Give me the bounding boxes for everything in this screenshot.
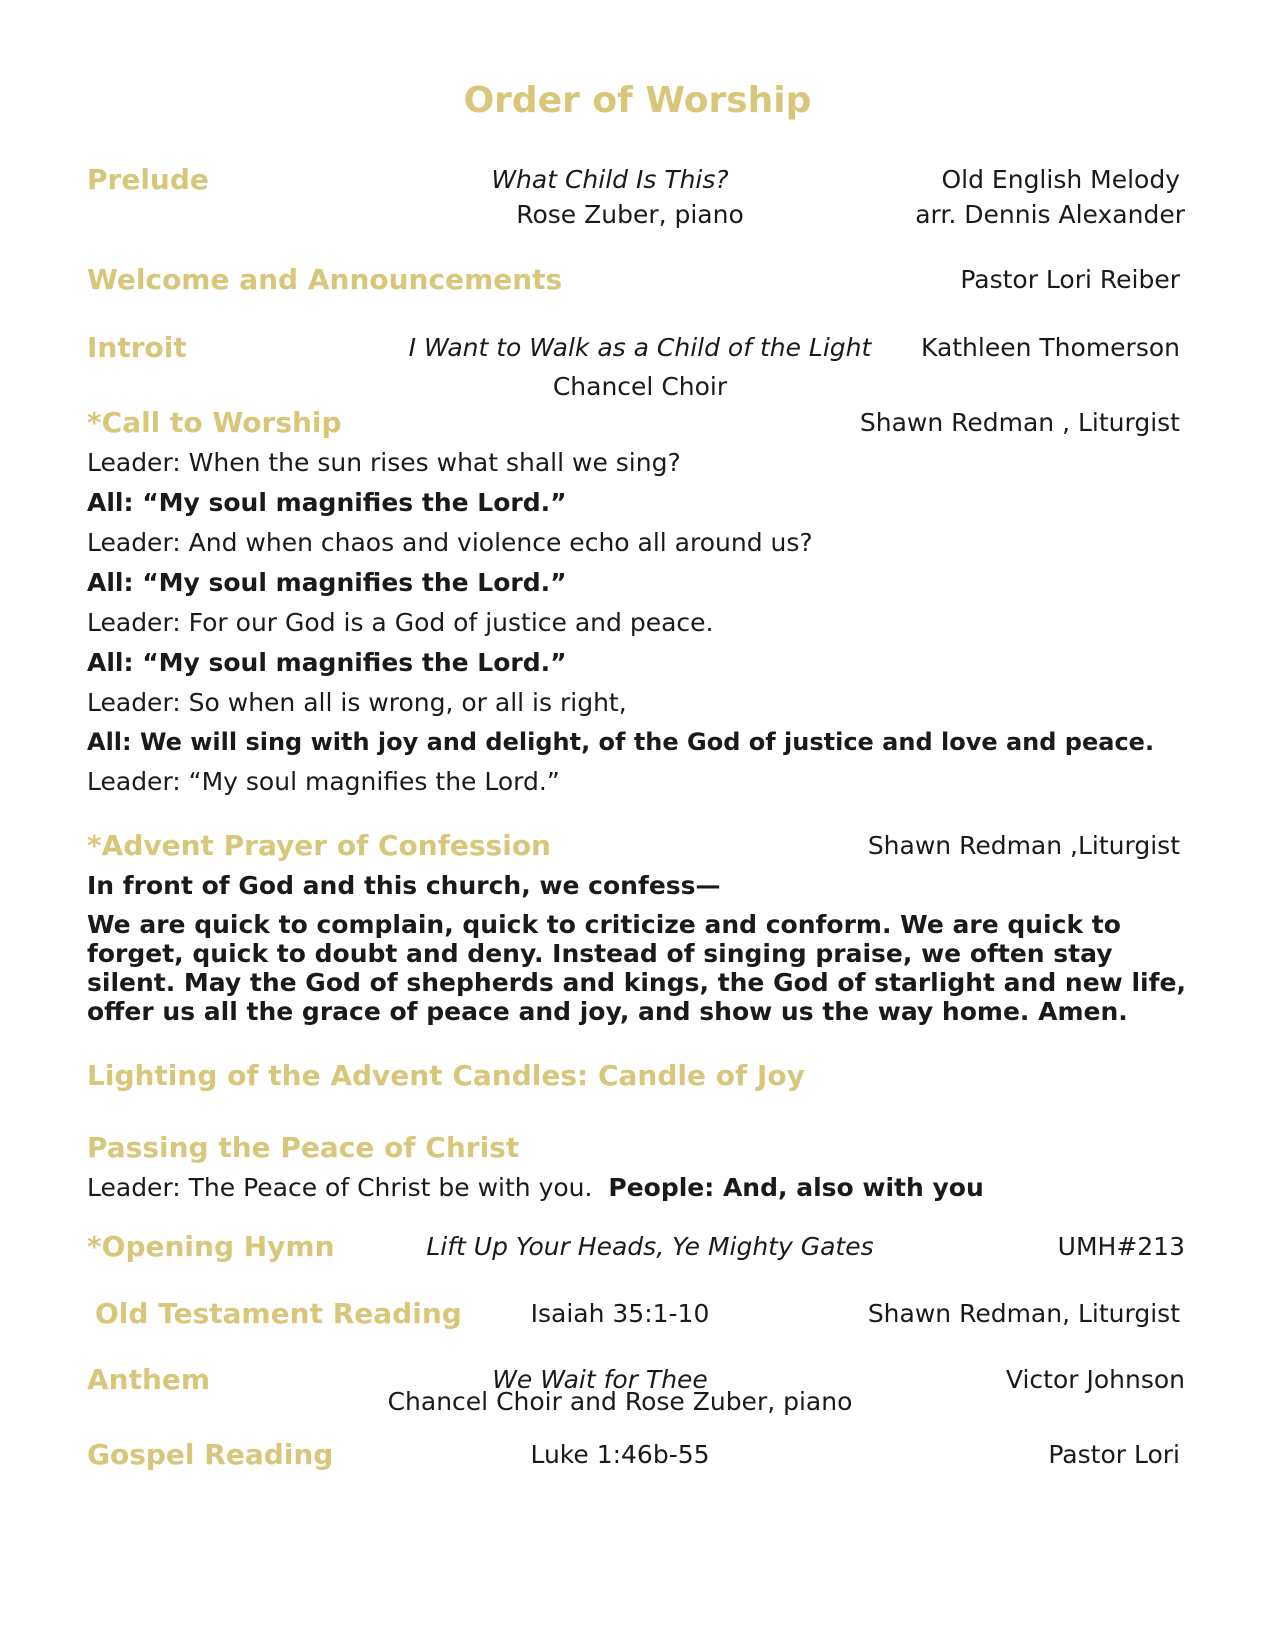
introit-piece: I Want to Walk as a Child of the Light	[408, 333, 872, 362]
peace-line	[87, 1173, 984, 1202]
anthem-piece: We Wait for Thee	[492, 1365, 708, 1394]
prelude-arranger: arr. Dennis Alexander	[915, 200, 1185, 229]
opening-hymn-number: UMH#213	[1057, 1232, 1185, 1261]
prelude-performer: Rose Zuber, piano	[516, 200, 744, 229]
introit-composer: Kathleen Thomerson	[920, 333, 1180, 362]
confession-heading: *Advent Prayer of Confession	[87, 829, 551, 862]
call-to-worship-person: Shawn Redman , Liturgist	[859, 408, 1180, 437]
welcome-person: Pastor Lori Reiber	[960, 265, 1180, 294]
liturgy-all-line: All: We will sing with joy and delight, of the God of justice and love and peace.	[87, 728, 1155, 756]
page-title: Order of Worship	[463, 80, 812, 121]
opening-hymn-piece: Lift Up Your Heads, Ye Mighty Gates	[426, 1232, 874, 1261]
prelude-composer: Old English Melody	[941, 165, 1180, 194]
liturgy-leader-line: Leader: For our God is a God of justice and peace.	[87, 608, 714, 637]
prelude-piece: What Child Is This?	[491, 165, 729, 194]
peace-leader: Leader: The Peace of Christ be with you.	[87, 1173, 593, 1202]
ot-reading-passage: Isaiah 35:1-10	[530, 1299, 710, 1328]
prelude-heading: Prelude	[87, 163, 209, 196]
liturgy-all-line: All: “My soul magnifies the Lord.”	[87, 568, 567, 597]
liturgy-leader-line: Leader: And when chaos and violence echo all around us?	[87, 528, 813, 557]
welcome-heading: Welcome and Announcements	[87, 263, 563, 296]
introit-heading: Introit	[87, 331, 187, 364]
candles-heading: Lighting of the Advent Candles: Candle of Joy	[87, 1059, 805, 1092]
ot-reading-heading: Old Testament Reading	[95, 1297, 462, 1330]
liturgy-all-line: All: “My soul magnifies the Lord.”	[87, 488, 567, 517]
confession-body: We are quick to complain, quick to criticize and conform. We are quick to forget, quick to doubt and deny. Instead of singing praise, we often stay silent. May the God of shepherds and kings, the God of starlight and new life, offer us all the grace of peace and joy, and show us the way home. Amen.	[87, 910, 1186, 1026]
confession-person: Shawn Redman ,Liturgist	[867, 831, 1180, 860]
opening-hymn-heading: *Opening Hymn	[87, 1230, 335, 1263]
peace-heading: Passing the Peace of Christ	[87, 1131, 520, 1164]
liturgy-leader-line: Leader: So when all is wrong, or all is right,	[87, 688, 627, 717]
confession-intro: In front of God and this church, we confess—	[87, 871, 721, 900]
gospel-person: Pastor Lori	[1048, 1440, 1180, 1469]
liturgy-leader-line: Leader: “My soul magnifies the Lord.”	[87, 767, 560, 796]
introit-performer: Chancel Choir	[552, 372, 728, 401]
anthem-performer: Chancel Choir and Rose Zuber, piano	[387, 1387, 853, 1416]
anthem-composer: Victor Johnson	[1005, 1365, 1185, 1394]
liturgy-leader-line: Leader: When the sun rises what shall we sing?	[87, 448, 681, 477]
peace-people: People: And, also with you	[608, 1173, 984, 1202]
gospel-heading: Gospel Reading	[87, 1438, 334, 1471]
gospel-passage: Luke 1:46b-55	[530, 1440, 710, 1469]
liturgy-all-line: All: “My soul magnifies the Lord.”	[87, 648, 567, 677]
anthem-heading: Anthem	[87, 1363, 211, 1396]
ot-reading-person: Shawn Redman, Liturgist	[867, 1299, 1180, 1328]
call-to-worship-heading: *Call to Worship	[87, 406, 342, 439]
